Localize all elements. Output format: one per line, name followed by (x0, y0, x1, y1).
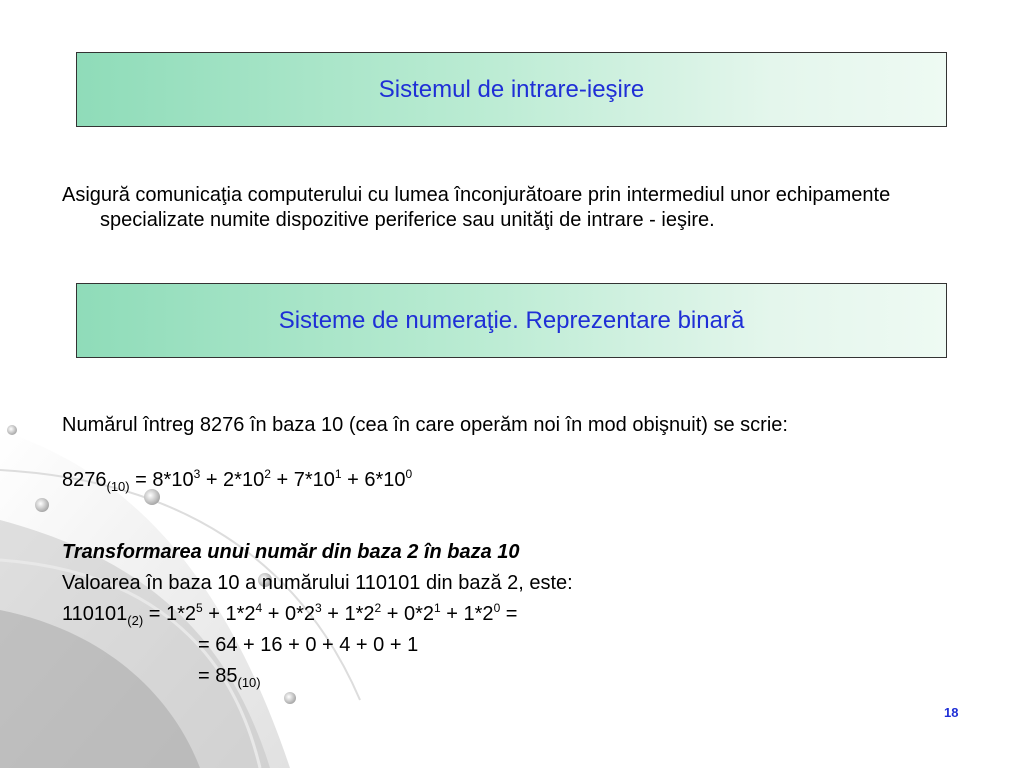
page-number: 18 (944, 705, 959, 720)
equation-result: = $85_{(10)}$ (198, 665, 261, 690)
slide-title-2: Sisteme de numeraţie. Reprezentare binară (278, 306, 745, 334)
equation-binary: $110101_{(2)} = 1*2^5 + 1*2^4 + 0*2^3 + 1*2^2 + 0*2^1 + 1*2^0$ = (62, 601, 518, 628)
equation-sum: = 64 + 16 + 0 + 4 + 0 + 1 (198, 634, 419, 656)
heading-binary-to-decimal: Transformarea unui număr din baza 2 în baza 10 (62, 541, 520, 563)
equation-base10: $8276_{(10)} = 8*10^3 + 2*10^2 + 7*10^1 + 6*10^0$ (62, 467, 413, 494)
paragraph-input-output: Asigură comunicaţia computerului cu lumea înconjurătoare prin intermediul unor echipamente specializate numite dispozitive periferice sau unităţi de intrare - ieşire. (62, 184, 891, 231)
slide-title-1: Sistemul de intrare-ieşire (378, 75, 645, 103)
paragraph-base10: Numărul întreg 8276 în baza 10 (cea în care operăm noi în mod obişnuit) se scrie: (62, 414, 788, 436)
title-box-input-output (76, 52, 947, 127)
title-box-numeration (76, 283, 947, 358)
value-line: Valoarea în baza 10 a numărului 110101 din bază 2, este: (62, 572, 573, 594)
